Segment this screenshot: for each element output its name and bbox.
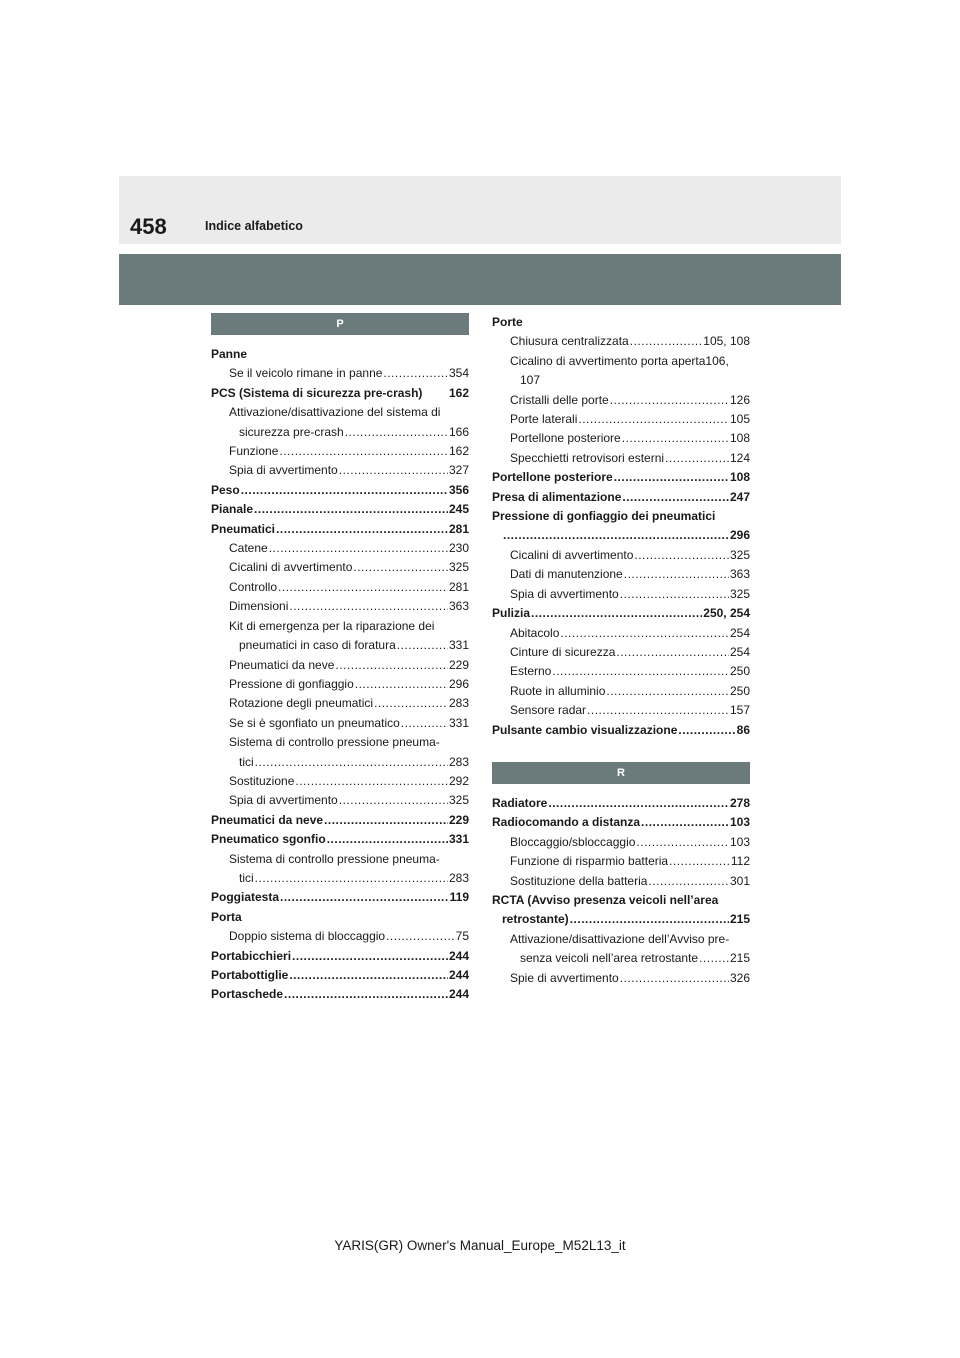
leader-dots [295,772,448,791]
index-entry-page: 119 [449,890,469,905]
index-entry-term: pneumatici in caso di foratura [239,638,396,653]
index-entry [211,714,469,733]
index-entry-page: 250 [729,664,750,679]
index-entry-term: Pneumatico sgonfio [211,832,326,847]
index-entry-page: 301 [729,873,750,888]
index-entry-term: Spia di avvertimento [229,793,338,808]
leader-dots [552,662,729,681]
index-entry-term: Attivazione/disattivazione dell’Avviso pre- [510,931,730,946]
index-entry [492,604,750,623]
index-entry-term: Porte laterali [510,412,578,427]
index-entry-page: 281 [448,521,469,536]
index-entry-term: Cicalini di avvertimento [229,560,353,575]
index-entry [211,636,469,655]
leader-dots [255,869,448,888]
index-entry [211,830,469,849]
page-number: 458 [130,214,167,239]
index-entry [492,429,750,448]
index-entry [211,694,469,713]
leader-dots [503,526,729,545]
index-entry [211,791,469,810]
index-entry [492,701,750,720]
index-entry-page: 325 [729,547,750,562]
index-entry [211,656,469,675]
footer-manual-id: YARIS(GR) Owner's Manual_Europe_M52L13_it [334,1238,626,1253]
index-entry [211,617,469,636]
index-entry-term: Sostituzione [229,773,295,788]
index-entry-page: 108 [729,470,750,485]
index-entry-term: sicurezza pre-crash [239,424,344,439]
index-entry-term: Funzione di risparmio batteria [510,854,669,869]
index-entry-term: Kit di emergenza per la riparazione dei [229,618,435,633]
index-entry-term: Sensore radar [510,703,587,718]
index-entry-page: 296 [729,528,750,543]
index-entry [492,852,750,871]
index-entry-page: 166 [448,424,469,439]
index-entry [492,488,750,507]
index-entry-page: 250 [729,683,750,698]
index-entry-term: Dati di manutenzione [510,567,623,582]
index-entry [211,423,469,442]
index-entry-page: 75 [455,929,469,944]
index-entry [211,927,469,946]
index-entry [211,461,469,480]
index-entry [492,930,750,949]
index-entry-term: Cinture di sicurezza [510,644,616,659]
index-entry-term: Esterno [510,664,552,679]
index-entry-term: Pianale [211,502,254,517]
index-entry-page: 126 [729,392,750,407]
index-entry-term: Portellone posteriore [510,431,621,446]
index-entry-page: 331 [448,638,469,653]
leader-dots [620,585,729,604]
index-entry-page: 162 [448,444,469,459]
index-entry-page: 244 [448,968,469,982]
index-entry [211,558,469,577]
leader-dots [383,364,448,383]
index-entry [492,565,750,584]
leader-dots [570,910,729,929]
index-entry-term: Sistema di controllo pressione pneuma- [229,851,440,866]
index-entry [211,811,469,830]
leader-dots [339,461,448,480]
leader-dots [278,578,448,597]
leader-dots [401,714,448,733]
index-entry-page: 254 [729,625,750,640]
index-entry-term: Bloccaggio/sbloccaggio [510,834,636,849]
leader-dots [548,794,729,813]
leader-dots [353,558,448,577]
index-entry-term: Pulizia [492,606,531,621]
leader-dots [616,643,729,662]
index-entry [492,643,750,662]
index-entry [492,872,750,891]
index-entry-page: 124 [729,450,750,465]
leader-dots [269,539,448,558]
index-entry-page: 325 [448,793,469,808]
index-entry-term: tici [239,754,254,769]
index-entry [211,753,469,772]
leader-dots [622,429,729,448]
index-entry-term: Abitacolo [510,625,560,640]
index-entry-term: Cicalini di avvertimento [510,547,634,562]
index-entry-term: PCS (Sistema di sicurezza pre-crash) [211,385,423,400]
index-entry [211,966,469,985]
leader-dots [289,597,448,616]
leader-dots [327,830,448,849]
index-entry [211,578,469,597]
leader-dots [386,927,455,946]
index-entry-page: 230 [448,541,469,556]
index-entry [492,468,750,487]
index-entry-page: 108 [729,431,750,446]
index-entry-page: 112 [730,854,750,869]
index-entry-term: Pneumatici da neve [211,812,324,827]
leader-dots [624,565,729,584]
leader-dots [634,546,729,565]
index-entry-term: Specchietti retrovisori esterni [510,450,665,465]
index-entry [211,985,469,1004]
index-entry-page: 162 [448,385,469,400]
index-entry [211,481,469,500]
leader-dots [614,468,729,487]
index-entry-term: Ruote in alluminio [510,683,606,698]
index-entry-page: 215 [729,951,750,966]
leader-dots [292,947,448,966]
index-entry-term: Funzione [229,444,279,459]
section-title: Indice alfabetico [205,219,303,233]
index-entry [211,442,469,461]
index-entry-term: Poggiatesta [211,890,280,905]
leader-dots [648,872,729,891]
index-entry-page: 157 [729,703,750,718]
index-entry [492,371,750,390]
index-entry-term: Cicalino di avvertimento porta aperta106, [510,353,729,368]
index-entry-page: 363 [448,599,469,614]
leader-dots [355,675,448,694]
leader-dots [289,966,448,985]
index-entry-term: Rotazione degli pneumatici [229,696,374,711]
index-entry [492,585,750,604]
index-list-right-p [492,313,750,740]
index-entry-term: retrostante) [502,912,569,927]
index-entry-page: 250, 254 [703,606,750,621]
leader-dots [587,701,729,720]
leader-dots [699,949,729,968]
index-entry-page: 86 [736,722,750,737]
index-entry [211,364,469,383]
index-column-right [492,313,750,988]
leader-dots [397,636,448,655]
index-entry-term: Pressione di gonfiaggio [229,676,354,691]
index-entry-page: 244 [448,948,469,963]
index-entry-page: 215 [729,912,750,927]
index-entry-term: Presa di alimentazione [492,489,622,504]
index-entry [211,520,469,539]
index-entry-page: 254 [729,644,750,659]
leader-dots [678,721,735,740]
index-entry-term: Dimensioni [229,599,289,614]
leader-dots [665,449,729,468]
index-entry-term: Pneumatici da neve [229,657,335,672]
leader-dots [276,520,448,539]
index-entry-page: 326 [729,970,750,985]
index-entry-page: 283 [448,696,469,711]
leader-dots [531,604,702,623]
index-entry-page: 105 [729,412,750,427]
index-entry-page: 283 [448,754,469,769]
leader-dots [560,624,729,643]
leader-dots [610,391,729,410]
leader-dots [279,442,448,461]
letter-heading-r: R [492,762,750,784]
index-entry-page: 105, 108 [703,334,750,349]
index-entry [492,624,750,643]
index-entry [211,733,469,752]
index-entry-term: Pulsante cambio visualizzazione [492,722,678,737]
index-entry-term: Spia di avvertimento [510,586,619,601]
index-entry [492,332,750,351]
index-entry [492,391,750,410]
index-entry [211,345,469,364]
index-entry-term: Portellone posteriore [492,470,613,485]
index-entry-page: 103 [729,834,750,849]
index-entry-term: Controllo [229,579,278,594]
index-entry [211,850,469,869]
index-entry [492,313,750,332]
index-entry-page: 281 [448,579,469,594]
index-entry-page: 278 [729,795,750,810]
index-entry-page: 331 [448,832,469,847]
index-entry [492,721,750,740]
index-entry [211,539,469,558]
index-entry [492,410,750,429]
index-column-left [211,313,469,1005]
leader-dots [345,423,448,442]
index-entry-page: 247 [729,489,750,504]
index-entry-term: senza veicoli nell’area retrostante [520,951,699,966]
leader-dots [339,791,448,810]
index-entry-term: Peso [211,482,240,497]
leader-dots [284,985,448,1004]
letter-heading-p: P [211,313,469,335]
index-entry [211,947,469,966]
index-entry-page: 354 [448,366,469,381]
leader-dots [280,888,449,907]
index-entry-term: Portaschede [211,987,284,1002]
index-entry-page: 325 [729,586,750,601]
leader-dots [255,753,448,772]
index-entry [492,813,750,832]
index-entry [492,662,750,681]
index-entry-page: 292 [448,773,469,788]
index-entry-page: 283 [448,870,469,885]
index-entry-term: RCTA (Avviso presenza veicoli nell’area [492,892,719,907]
index-entry [492,833,750,852]
index-entry [492,891,750,910]
index-entry-page: 356 [448,482,469,497]
index-entry [211,772,469,791]
index-entry-term: Portabottiglie [211,968,289,982]
index-entry [492,969,750,988]
index-entry [492,794,750,813]
index-entry-page: 331 [448,715,469,730]
index-list-right-r [492,794,750,988]
index-entry [211,908,469,927]
index-entry [492,910,750,929]
index-entry [492,526,750,545]
index-entry-page: 244 [448,987,469,1002]
leader-dots [374,694,448,713]
index-entry-term: Spie di avvertimento [510,970,619,985]
index-entry-term: Doppio sistema di bloccaggio [229,929,386,944]
index-entry-term: Attivazione/disattivazione del sistema di [229,405,441,420]
index-entry-term: Chiusura centralizzata [510,334,629,349]
index-entry-page: 229 [448,657,469,672]
index-entry [211,869,469,888]
leader-dots [324,811,448,830]
leader-dots [335,656,448,675]
index-entry-term: Sostituzione della batteria [510,873,648,888]
index-entry-page: 363 [729,567,750,582]
index-entry [211,597,469,616]
index-entry-term: 107 [520,373,541,388]
leader-dots [606,682,729,701]
index-entry [492,682,750,701]
index-entry-term: Spia di avvertimento [229,463,338,478]
index-entry-page: 327 [448,463,469,478]
leader-dots [641,813,729,832]
index-entry-page: 103 [729,815,750,830]
index-entry-term: Porte [492,315,523,329]
index-entry-term: Se si è sgonfiato un pneumatico [229,715,400,730]
index-entry-term: tici [239,870,254,885]
leader-dots [254,500,448,519]
index-entry [492,507,750,526]
leader-dots [578,410,729,429]
index-entry [492,352,750,371]
index-entry [211,675,469,694]
index-list-left [211,345,469,1005]
leader-dots [630,332,703,351]
index-entry-page: 245 [448,502,469,517]
index-entry [211,384,469,403]
index-entry-term: Panne [211,347,248,361]
index-entry [492,546,750,565]
index-entry [492,449,750,468]
index-entry [211,403,469,422]
leader-dots [622,488,729,507]
index-entry-page: 325 [448,560,469,575]
index-entry-term: Portabicchieri [211,948,292,963]
index-entry-term: Porta [211,909,242,924]
header-band [119,254,841,305]
index-entry-term: Radiatore [492,795,548,810]
index-entry-term: Sistema di controllo pressione pneuma- [229,735,440,750]
index-entry-page: 296 [448,676,469,691]
leader-dots [636,833,729,852]
index-entry [492,949,750,968]
index-entry-term: Pressione di gonfiaggio dei pneumatici [492,509,716,524]
index-entry [211,888,469,907]
leader-dots [669,852,730,871]
index-entry-term: Pneumatici [211,521,276,536]
index-entry-term: Se il veicolo rimane in panne [229,366,383,381]
leader-dots [620,969,729,988]
index-entry-term: Cristalli delle porte [510,392,609,407]
index-entry-term: Radiocomando a distanza [492,815,641,830]
index-entry [211,500,469,519]
index-entry-term: Catene [229,541,268,556]
index-entry-page: 229 [448,812,469,827]
leader-dots [241,481,448,500]
